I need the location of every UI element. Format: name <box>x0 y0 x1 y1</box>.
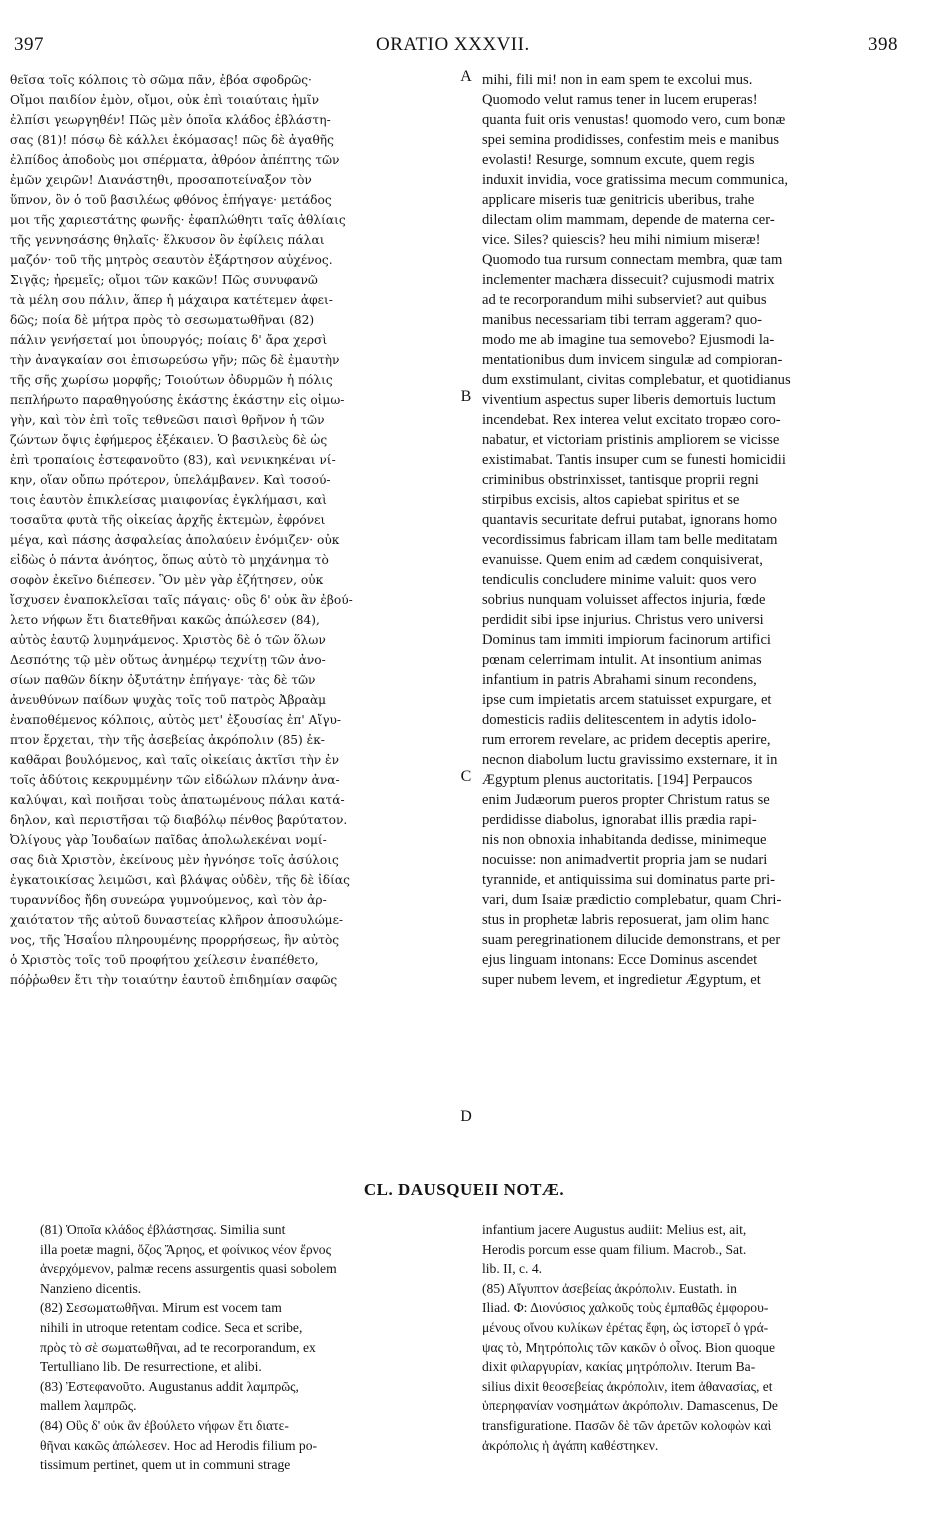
greek-text-line: γὴν, καὶ τὸν ἐπὶ τοῖς τεθνεῶσι παισὶ θρῆνον ἡ τῶν <box>10 413 325 427</box>
latin-text-line: dum exstimulant, civitas complebatur, et quotidianus <box>482 372 791 388</box>
note-line: mallem λαμπρῶς. <box>40 1398 137 1414</box>
latin-text-line: inclementer machæra dissecuit? cujusmodi matrix <box>482 272 775 288</box>
latin-text-line: induxit invidia, voce gratissima mecum communica, <box>482 172 788 188</box>
greek-text-line: καθᾶραι βουλόμενος, καὶ ταῖς οἰκείαις ἀκτῖσι τὴν ἐν <box>10 753 339 767</box>
greek-text-line: δηλον, καὶ περιστῆσαι τῷ διαβόλῳ πένθος βαρύτατον. <box>10 813 348 827</box>
latin-text-line: perdidit sibi ipse injurius. Christus vero universi <box>482 612 764 628</box>
greek-text-column <box>10 70 458 990</box>
latin-text-line: vari, dum Isaiæ prædictio complebatur, quam Chri- <box>482 892 782 908</box>
greek-text-line: Σιγᾷς; ἠρεμεῖς; οἴμοι τῶν κακῶν! Πῶς συνυφανῶ <box>10 273 318 287</box>
running-title: ORATIO XXXVII. <box>376 34 530 55</box>
latin-text-line: stirpibus excisis, altos capiebat spiritus et se <box>482 492 740 508</box>
greek-text-line: νος, τῆς Ἡσαΐου πληρουμένης προρρήσεως, ἣν αὐτὸς <box>10 933 340 947</box>
greek-text-line: μέγα, καὶ πάσης ἀσφαλείας ἀπολαύειν ἐνόμιζεν· οὐκ <box>10 533 340 547</box>
greek-text-line: πάλιν γενήσεταί μοι ὑπουργός; ποίαις δ' ἄρα χερσὶ <box>10 333 328 347</box>
greek-text-line: ἐλπίδος ἀποδοὺς μοι σπέρματα, ἀθρόον ἀπέπτης τῶν <box>10 153 340 167</box>
latin-text-line: infantium in patris Abrahami sinum recondens, <box>482 672 757 688</box>
greek-text-line: σας διὰ Χριστὸν, ἐκείνους μὲν ἠγνόησε τοῖς ἀσύλοις <box>10 853 339 867</box>
latin-text-line: nocuisse: non animadvertit propria jam se nudari <box>482 852 768 868</box>
greek-text-line: θεῖσα τοῖς κόλποις τὸ σῶμα πᾶν, ἐβόα σφοδρῶς· <box>10 73 312 87</box>
latin-text-line: evolasti! Resurge, somnum excute, quem regis <box>482 152 755 168</box>
greek-text-line: ὕπνον, ὃν ὁ τοῦ βασιλέως φθόνος ἐπήγαγε· μετάδος <box>10 193 332 207</box>
note-line: θῆναι κακῶς ἀπώλεσεν. Hoc ad Herodis filium po- <box>40 1437 318 1453</box>
note-line: ὑπερηφανίαν νοσημάτων ἀκρόπολιν. Damascenus, De <box>482 1398 778 1414</box>
latin-text-line: existimabat. Tantis insuper cum se funesti homicidii <box>482 452 786 468</box>
margin-marker-a: A <box>460 68 472 85</box>
latin-text-line: ipse cum impietatis arcem statuisset expurgare, et <box>482 692 772 708</box>
latin-text-line: manibus necessariam tibi terram aggeram? quo- <box>482 312 763 328</box>
latin-text-line: mentationibus dum invicem singulæ ad compioran- <box>482 352 783 368</box>
latin-text-line: dilectam olim mammam, depende de materna cer- <box>482 212 775 228</box>
note-line: infantium jacere Augustus audiit: Melius est, ait, <box>482 1222 747 1237</box>
note-line: ἀνερχόμενον, palmæ recens assurgentis quasi sobolem <box>40 1261 337 1277</box>
greek-text-line: ἐλπίσι γεωργηθέν! Πῶς μὲν ὁποῖα κλάδος ἐβλάστη- <box>10 113 331 127</box>
latin-text-line: modo me ab imagine tua semovebo? Ejusmodi la- <box>482 332 775 348</box>
greek-text-line: Δεσπότης τῷ μὲν οὕτως ἀνημέρῳ τεχνίτῃ τῶν ἀνο- <box>10 653 326 667</box>
notes-right-column <box>482 1220 902 1455</box>
latin-text-line: Dominus tam immiti impiorum facinorum artifici <box>482 632 771 648</box>
latin-text-line: domesticis radiis delitescentem in adytis idolo- <box>482 712 757 728</box>
note-line: (84) Οὓς δ' οὐκ ἂν ἐβούλετο νήφων ἔτι διατε- <box>40 1417 289 1433</box>
latin-text-line: quantavis securitate defrui putabat, ignorans homo <box>482 512 778 528</box>
greek-text-line: τοσαῦτα φυτὰ τῆς οἰκείας ἀρχῆς ἐκτεμὼν, ἐφρόνει <box>10 513 326 527</box>
latin-text-line: super nubem levem, et ingredietur Ægyptum, et <box>482 972 761 988</box>
greek-text-line: τοῖς ἀδύτοις κεκρυμμένην τῶν εἰδώλων πλάνην ἀνα- <box>10 773 340 787</box>
note-line: transfiguratione. Πασῶν δὲ τῶν ἀρετῶν κολοφὼν καὶ <box>482 1417 772 1433</box>
greek-text-line: τυραννίδος ἤδη συνεώρα γυμνούμενος, καὶ τὸν ἀρ- <box>10 893 327 907</box>
latin-text-line: Quomodo velut ramus tener in lucem eruperas! <box>482 92 758 108</box>
greek-text-line: ἐμῶν χειρῶν! Διανάστηθι, προσαποτείναξον τὸν <box>10 173 312 187</box>
latin-text-line: necnon diabolum luctu gravissimo exsternare, it in <box>482 752 778 768</box>
greek-text-line: κην, οἵαν οὔπω πρότερον, ὑπελάμβανεν. Καὶ τοσού- <box>10 473 331 487</box>
greek-text-line: ὁ Χριστὸς τοῖς τοῦ προφήτου χείλεσιν ἐναπέθετο, <box>10 953 319 967</box>
greek-text-line: ἐπὶ τροπαίοις ἐστεφανοῦτο (83), καὶ νενικηκέναι νί- <box>10 453 336 467</box>
note-line: (85) Αἴγυπτον ἀσεβείας ἀκρόπολιν. Eustath. in <box>482 1280 737 1296</box>
greek-text-line: τῆς σῆς χωρίσω μορφῆς; Τοιούτων ὀδυρμῶν ἡ πόλις <box>10 373 333 387</box>
latin-text-line: Ægyptum plenus auctoritatis. [194] Perpaucos <box>482 772 753 788</box>
latin-text-line: criminibus obstrinxisset, tantisque proprii regni <box>482 472 759 488</box>
latin-text-line: mihi, fili mi! non in eam spem te excolui mus. <box>482 72 753 88</box>
latin-text-line: nabatur, et victoriam pristinis ampliorem se vicisse <box>482 432 780 448</box>
note-line: ἀκρόπολις ἡ ἀγάπη καθέστηκεν. <box>482 1437 659 1453</box>
latin-text-line: spei semina prodidisses, confestim meis e manibus <box>482 132 780 148</box>
latin-text-line: quanta fuit oris venustas! quomodo vero, cum bonæ <box>482 112 786 128</box>
latin-text-line: suam peregrinationem dilucide demonstrans, et per <box>482 932 781 948</box>
greek-text-line: αὐτὸς ἑαυτῷ λυμηνάμενος. Χριστὸς δὲ ὁ τῶν ὅλων <box>10 633 326 647</box>
note-line: Tertulliano lib. De resurrectione, et alibi. <box>40 1359 262 1375</box>
note-line: tissimum pertinet, quem ut in communi strage <box>40 1457 291 1473</box>
latin-text-line: ad te recorporandum mihi subserviet? aut quibus <box>482 292 767 308</box>
right-page-number: 398 <box>868 34 898 55</box>
greek-text-line: ἐγκατοικίσας λειμῶσι, καὶ βλάψας οὐδὲν, τῆς δὲ ἰδίας <box>10 873 350 887</box>
latin-text-line: applicare miseris tuæ genitricis uberibus, trahe <box>482 192 755 208</box>
margin-marker-c: C <box>460 768 472 785</box>
latin-text-column <box>482 70 902 990</box>
latin-text-line: tendiculis concludere minime valuit: quos vero <box>482 572 757 588</box>
margin-marker-b: B <box>460 388 472 405</box>
latin-text-line: viventium aspectus super liberis demortuis luctum <box>482 392 776 408</box>
greek-text-line: ἴσχυσεν ἐναποκλεῖσαι ταῖς πάγαις· οὓς δ' οὐκ ἂν ἐβού- <box>10 593 353 607</box>
latin-text-line: sobrius nunquam voluisset affectos injuria, fœde <box>482 592 766 608</box>
greek-text-line: μοι τῆς χαριεστάτης φωνῆς· ἐφαπλώθητι ταῖς ἀθλίαις <box>10 213 346 227</box>
latin-text-line: Quomodo tua rursum connectam membra, quæ tam <box>482 252 783 268</box>
greek-text-line: καλύψαι, καὶ ποιῆσαι τοὺς ἀπατωμένους πάλαι κατά- <box>10 793 345 807</box>
note-line: μένους οἴνου κυλίκων ἐρέτας ἔφη, ὡς ἱστορεῖ ὁ γρά- <box>482 1319 769 1335</box>
latin-text-line: evanuisse. Quem enim ad cædem conquisiverat, <box>482 552 763 568</box>
note-line: silius dixit θεοσεβείας ἀκρόπολιν, item ἀθανασίας, et <box>482 1378 773 1394</box>
greek-text-line: ζώντων ὄψις ἐφήμερος ἐξέκαιεν. Ὁ βασιλεὺς δὲ ὡς <box>10 433 328 447</box>
greek-text-line: λετο νήφων ἔτι διατεθῆναι κακῶς ἀπώλεσεν (84), <box>10 613 320 627</box>
latin-text-line: pœnam celerrimam intulit. At insontium animas <box>482 652 762 668</box>
greek-text-line: πεπλήρωτο παραθηγούσης ἑκάστης ἑκάστην εἰς οἰμω- <box>10 393 345 407</box>
note-line: Iliad. Φ: Διονύσιος χαλκοῦς τοὺς ἐμπαθῶς ἐμφορου- <box>482 1300 769 1316</box>
greek-text-line: δῶς; ποία δὲ μήτρα πρὸς τὸ σεσωματωθῆναι (82) <box>10 313 315 327</box>
greek-text-line: πτον ἔρχεται, τὴν τῆς ἀσεβείας ἀκρόπολιν (85) ἐκ- <box>10 733 325 747</box>
margin-marker-d: D <box>460 1108 472 1125</box>
greek-text-line: Ὀλίγους γὰρ Ἰουδαίων παῖδας ἀπολωλεκέναι νομί- <box>10 833 327 847</box>
greek-text-line: τῆς γεννησάσης θηλαῖς· ἕλκυσον ὃν ἐφίλεις πάλαι <box>10 233 325 247</box>
greek-text-line: Οἴμοι παιδίον ἐμὸν, οἴμοι, οὐκ ἐπὶ τοιαύταις ἡμῖν <box>10 93 320 107</box>
note-line: (82) Σεσωματωθῆναι. Mirum est vocem tam <box>40 1300 282 1316</box>
greek-text-line: ἐναποθέμενος κόλποις, αὐτὸς μετ' ἐξουσίας ἐπ' Αἴγυ- <box>10 713 342 727</box>
latin-text-line: stus in prophetæ labris reposuerat, jam olim hanc <box>482 912 769 928</box>
note-line: nihili in utroque retentam codice. Seca et scribe, <box>40 1319 303 1335</box>
greek-text-line: πόῤῥωθεν ἔτι τὴν τοιαύτην ἑαυτοῦ ἐπιδημίαν σαφῶς <box>10 973 338 987</box>
note-line: ψας τὸ, Μητρόπολις τῶν κακῶν ὁ οἶνος. Bion quoque <box>482 1339 776 1355</box>
greek-text-line: εἰδὼς ὁ πάντα ἀνόητος, ὅπως αὐτὸ τὸ μηχάνημα τὸ <box>10 553 329 567</box>
latin-text-line: nis non obnoxia inhabitanda dedisse, minimeque <box>482 832 767 848</box>
latin-text-line: vecordissimus fabricam illam tam belle meditatam <box>482 532 778 548</box>
latin-text-line: incendebat. Rex interea velut excitato tropæo coro- <box>482 412 781 428</box>
note-line: illa poetæ magni, ὄζος Ἄρηος, et φοίνικος νέον ἔρνος <box>40 1241 331 1257</box>
latin-text-line: tyrannide, et antiquissima sui dominatus parte pri- <box>482 872 776 888</box>
greek-text-line: χαιότατον τῆς αὐτοῦ δυναστείας κλῆρον ἀποσυλώμε- <box>10 913 344 927</box>
left-page-number: 397 <box>14 34 44 55</box>
greek-text-line: τὴν ἀναγκαίαν σοι ἐπισωρεύσω γῆν; πῶς δὲ ἐμαυτὴν <box>10 353 340 367</box>
note-line: dixit φιλαργυρίαν, κακίας μητρόπολιν. Iterum Ba- <box>482 1359 756 1375</box>
greek-text-line: σίων παθῶν δίκην ὀξυτάτην ἐπήγαγε· τὰς δὲ τῶν <box>10 673 316 687</box>
note-line: Nanzieno dicentis. <box>40 1280 142 1296</box>
latin-text-line: ejus linguam intonans: Ecce Dominus ascendet <box>482 952 758 968</box>
greek-text-line: τοις ἑαυτὸν ἐπικλείσας μιαιφονίας ἐγκλήμασι, καὶ <box>10 493 327 507</box>
latin-text-line: rum errorem revelare, ac pridem deceptis aperire, <box>482 732 771 748</box>
note-line: πρὸς τὸ σὲ σωματωθῆναι, ad te recorporandum, ex <box>40 1339 316 1355</box>
greek-text-line: μαζόν· τοῦ τῆς μητρὸς σεαυτὸν ἐξάρτησον αὐχένος. <box>10 253 333 267</box>
latin-text-line: vice. Siles? quiescis? heu mihi nimium miseræ! <box>482 232 761 248</box>
greek-text-line: σοφὸν ἐκεῖνο διέπεσεν. Ὃν μὲν γὰρ ἐζήτησεν, οὐκ <box>10 573 324 587</box>
notes-left-column <box>40 1220 458 1475</box>
note-line: lib. II, c. 4. <box>482 1261 543 1277</box>
notes-title: CL. DAUSQUEII NOTÆ. <box>363 1180 565 1199</box>
note-line: Herodis porcum esse quam filium. Macrob., Sat. <box>482 1241 747 1257</box>
greek-text-line: σας (81)! πόσῳ δὲ κάλλει ἐκόμασας! πῶς δὲ ἀγαθῆς <box>10 133 334 147</box>
latin-text-line: enim Judæorum pueros propter Christum ratus se <box>482 792 770 808</box>
latin-text-line: perdidisse diabolus, ignorabat illis prædia rapi- <box>482 812 757 828</box>
greek-text-line: ἀνευθύνων παίδων ψυχὰς τοῖς τοῦ πατρὸς Ἀβραὰμ <box>10 693 327 707</box>
note-line: (81) Ὁποῖα κλάδος ἐβλάστησας. Similia sunt <box>40 1222 286 1237</box>
note-line: (83) Ἐστεφανοῦτο. Augustanus addit λαμπρῶς, <box>40 1378 299 1394</box>
greek-text-line: τὰ μέλη σου πάλιν, ἅπερ ἡ μάχαιρα κατέτεμεν ἀφει- <box>10 293 333 307</box>
